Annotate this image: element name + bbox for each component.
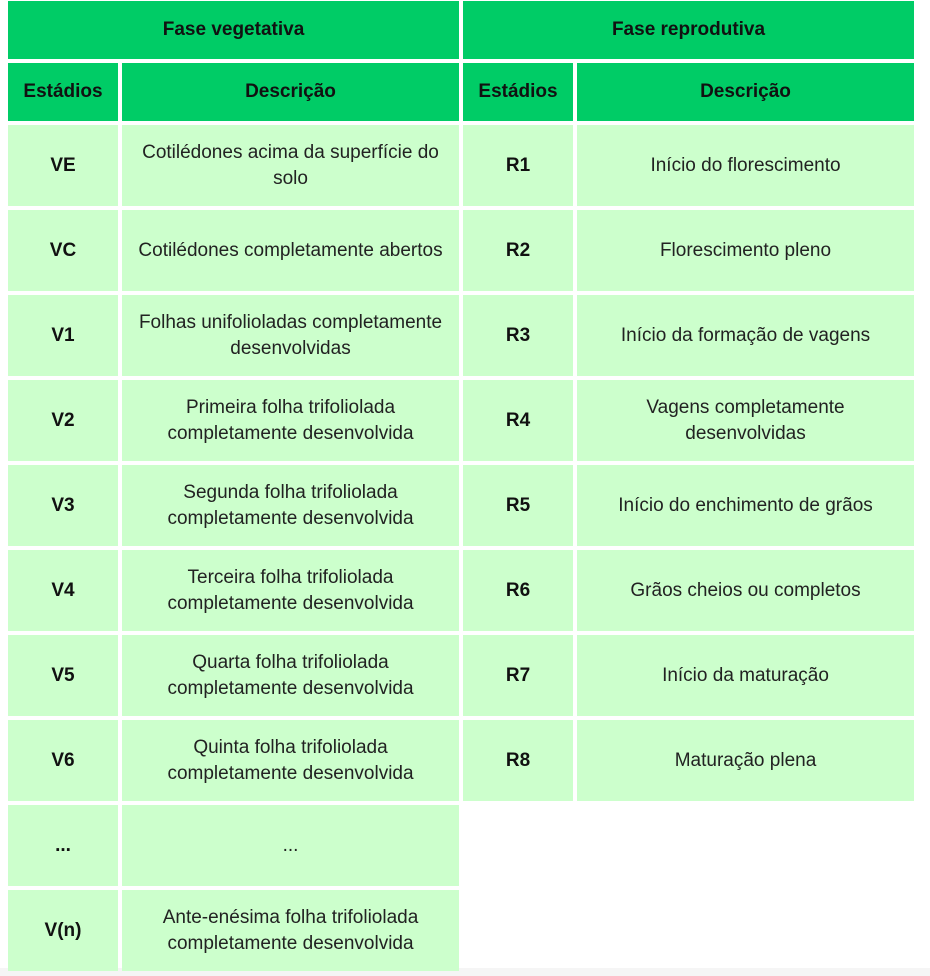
vegetative-description-cell: Cotilédones completamente abertos: [122, 210, 459, 291]
reproductive-stage-cell: R4: [463, 380, 573, 461]
reproductive-description-cell: Grãos cheios ou completos: [577, 550, 914, 631]
vegetative-stage-cell: VE: [8, 125, 118, 206]
reproductive-stage-column-header: Estádios: [463, 63, 573, 121]
soybean-stages-table: [4, 0, 918, 975]
reproductive-description-cell: Início da formação de vagens: [577, 295, 914, 376]
reproductive-description-cell: Maturação plena: [577, 720, 914, 801]
vegetative-stage-column-header: Estádios: [8, 63, 118, 121]
reproductive-description-column-header: Descrição: [577, 63, 914, 121]
vegetative-description-cell: ...: [122, 805, 459, 886]
reproductive-description-cell: Florescimento pleno: [577, 210, 914, 291]
phase-header-row: [8, 1, 914, 59]
reproductive-stage-cell: R1: [463, 125, 573, 206]
empty-cell: [463, 890, 914, 971]
vegetative-description-cell: Cotilédones acima da superfície do solo: [122, 125, 459, 206]
vegetative-stage-cell: V6: [8, 720, 118, 801]
table-row: [8, 125, 914, 206]
table-row: [8, 210, 914, 291]
vegetative-description-cell: Primeira folha trifoliolada completamente desenvolvida: [122, 380, 459, 461]
table-row: [8, 635, 914, 716]
vegetative-stage-cell: ...: [8, 805, 118, 886]
table-row: [8, 465, 914, 546]
vegetative-description-column-header: Descrição: [122, 63, 459, 121]
table-row: [8, 805, 914, 886]
reproductive-stage-cell: R5: [463, 465, 573, 546]
table-row: [8, 550, 914, 631]
table-row: [8, 295, 914, 376]
reproductive-description-cell: Início da maturação: [577, 635, 914, 716]
reproductive-stage-cell: R7: [463, 635, 573, 716]
reproductive-stage-cell: R3: [463, 295, 573, 376]
vegetative-description-cell: Quinta folha trifoliolada completamente desenvolvida: [122, 720, 459, 801]
reproductive-stage-cell: R6: [463, 550, 573, 631]
vegetative-description-cell: Folhas unifolioladas completamente desenvolvidas: [122, 295, 459, 376]
vegetative-description-cell: Quarta folha trifoliolada completamente desenvolvida: [122, 635, 459, 716]
vegetative-stage-cell: V2: [8, 380, 118, 461]
reproductive-description-cell: Início do enchimento de grãos: [577, 465, 914, 546]
vegetative-description-cell: Segunda folha trifoliolada completamente desenvolvida: [122, 465, 459, 546]
table-row: [8, 890, 914, 971]
vegetative-stage-cell: V4: [8, 550, 118, 631]
vegetative-stage-cell: V5: [8, 635, 118, 716]
reproductive-stage-cell: R2: [463, 210, 573, 291]
reproductive-description-cell: Vagens completamente desenvolvidas: [577, 380, 914, 461]
empty-cell: [463, 805, 914, 886]
table-row: [8, 380, 914, 461]
column-header-row: [8, 63, 914, 121]
vegetative-stage-cell: VC: [8, 210, 118, 291]
vegetative-stage-cell: V1: [8, 295, 118, 376]
reproductive-description-cell: Início do florescimento: [577, 125, 914, 206]
vegetative-stage-cell: V3: [8, 465, 118, 546]
reproductive-phase-header: Fase reprodutiva: [463, 1, 914, 59]
vegetative-stage-cell: V(n): [8, 890, 118, 971]
vegetative-description-cell: Terceira folha trifoliolada completamente desenvolvida: [122, 550, 459, 631]
vegetative-phase-header: Fase vegetativa: [8, 1, 459, 59]
reproductive-stage-cell: R8: [463, 720, 573, 801]
vegetative-description-cell: Ante-enésima folha trifoliolada completamente desenvolvida: [122, 890, 459, 971]
table-row: [8, 720, 914, 801]
